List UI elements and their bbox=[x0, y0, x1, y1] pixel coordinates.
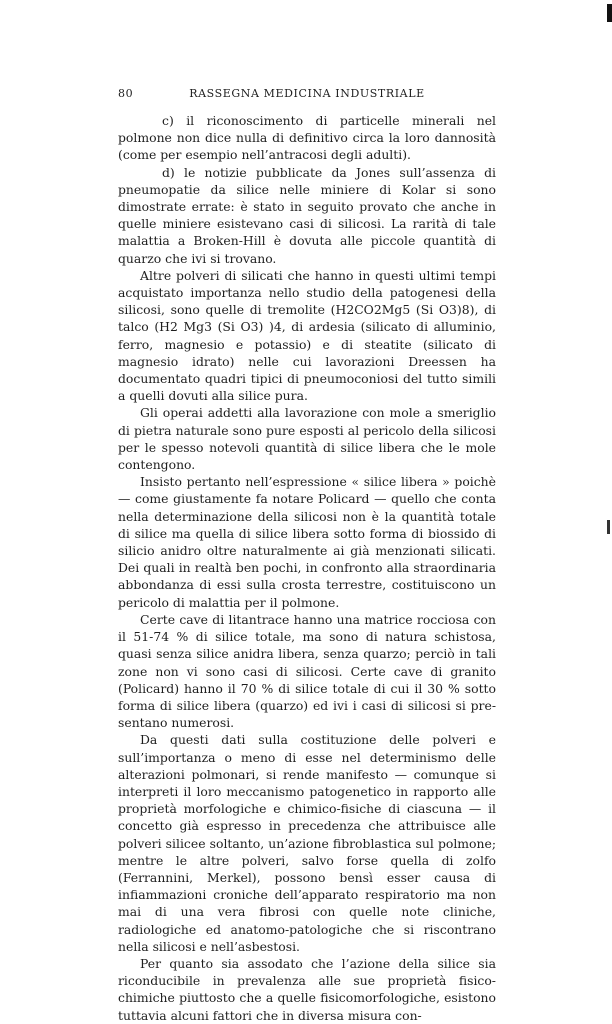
paragraph-silice-libera: Insisto pertanto nell’espressione « silice libera » poichè — come giustamente fa notare Policard — quello che conta nella determinazione della silicosi non è la quantità totale di silice ma quella di silice libera sotto forma di biossido di silicio anidro oltre naturalmente ai già menzionati silicati. Dei quali in realtà ben pochi, in confronto alla straordinaria abbondanza di essi sulla crosta terrestre, costituiscono un pericolo di malattia per il polmone. bbox=[118, 474, 496, 610]
scan-edge-mark-lower bbox=[607, 520, 610, 534]
journal-title: RASSEGNA MEDICINA INDUSTRIALE bbox=[189, 87, 425, 100]
paragraph-cave: Certe cave di litantrace hanno una matrice rocciosa con il 51-74 % di silice totale, ma sono di natura schistosa, quasi senza silice anidra libera, senza quarzo; perciò in tali zone non vi sono casi di silicosi. Certe cave di granito (Policard) hanno il 70 % di silice totale di cui il 30 % sotto forma di silice libera (quarzo) ed ivi i casi di silicosi si presentano numerosi. bbox=[118, 611, 496, 731]
paragraph-mole: Gli operai addetti alla lavorazione con mole a smeriglio di pietra naturale sono pure esposti al pericolo della silicosi per le spesso notevoli quantità di silice libera che le mole contengono. bbox=[118, 405, 496, 473]
paragraph-silicati: Altre polveri di silicati che hanno in questi ultimi tempi acquistato importanza nello studio della patogenesi della silicosi, sono quelle di tremolite (H2CO2Mg5 (Si O3)8), di talco (H2 Mg3 (Si O3) )4, di ardesia (silicato di alluminio, ferro, magnesio e potassio) e di steatite (silicato di magnesio idrato) nelle cui lavorazioni Dreessen ha documentato quadri tipici di pneumoconiosi del tutto simili a quelli dovuti alla silice pura. bbox=[118, 267, 496, 404]
scan-edge-mark bbox=[607, 4, 612, 22]
paragraph-d: d) le notizie pubblicate da Jones sull’assenza di pneumopatie da silice nelle miniere di Kolar si sono dimostrate errate: è stato in seguito provato che anche in quelle miniere esistevano casi di silicosi. La rarità di tale malattia a Broken-Hill è dovuta alle piccole quantità di quarzo che ivi si trovano. bbox=[118, 164, 496, 266]
paragraph-assodato: Per quanto sia assodato che l’azione della silice sia riconducibile in prevalenza alle sue proprietà fisico-chimiche piuttosto che a quelle fisicomorfologiche, esistono tuttavia alcuni fattori che in diversa misura con- bbox=[118, 955, 496, 1023]
page-number: 80 bbox=[118, 87, 134, 100]
paragraph-dati: Da questi dati sulla costituzione delle polveri e sull’importanza o meno di esse nel determinismo delle alterazioni polmonari, si rende manifesto — comunque si interpreti il loro meccanismo patogenetico in rapporto alle proprietà morfologiche e chimico-fisiche di ciascuna — il concetto già espresso in precedenza che attribuisce alle polveri silicee soltanto, un’azione fibroblastica sul polmone; mentre le altre polveri, salvo forse quella di zolfo (Ferrannini, Merkel), possono bensì esser causa di infiammazioni croniche dell’apparato respiratorio ma non mai di una vera fibrosi con quelle note cliniche, radiologiche ed anatomo-patologiche che si riscontrano nella silicosi e nell’asbestosi. bbox=[118, 732, 496, 954]
body-text bbox=[118, 112, 496, 1024]
paragraph-c: c) il riconoscimento di particelle minerali nel polmone non dice nulla di definitivo circa la loro dannosità (come per esempio nell’antracosi degli adulti). bbox=[118, 113, 496, 163]
